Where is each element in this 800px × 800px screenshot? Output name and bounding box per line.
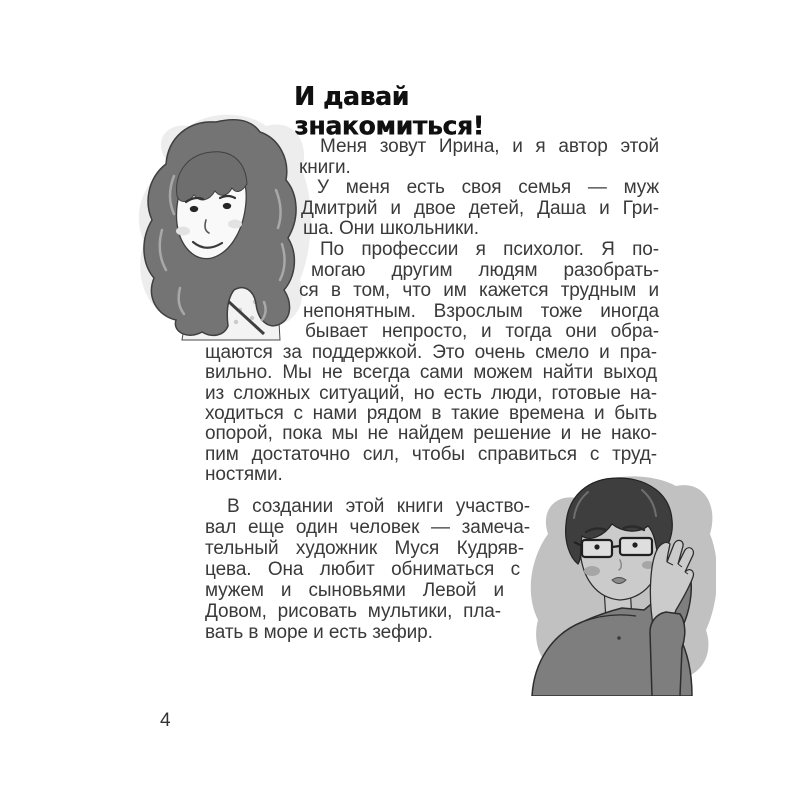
text-line: непонятным. Взрослым тоже иногда: [303, 301, 659, 322]
text-line: По профессии я психолог. Я по-: [320, 239, 659, 260]
text-line: опорой, пока мы не найдем решение и не нако-: [205, 423, 657, 444]
text-line: Меня зовут Ирина, и я автор этой: [320, 136, 659, 157]
text-line: Довом, рисовать мультики, пла-: [205, 601, 501, 622]
author-portrait-illustration: [130, 112, 312, 346]
text-line: Дмитрий и двое детей, Даша и Гри-: [301, 198, 659, 219]
artist-portrait-illustration: [524, 470, 716, 696]
text-line: вильно. Мы не всегда сами можем найти выход: [205, 362, 657, 383]
text-line: мужем и сыновьями Левой и: [205, 580, 504, 601]
text-line: щаются за поддержкой. Это очень смело и пра-: [205, 342, 657, 363]
text-line: цева. Она любит обниматься с: [205, 559, 520, 580]
woman-long-wavy-hair-illustration: [130, 112, 312, 346]
page-number: 4: [160, 710, 171, 731]
text-line: У меня есть своя семья — муж: [317, 177, 659, 198]
text-line: могаю другим людям разобрать-: [311, 260, 659, 281]
text-line: ходиться с нами рядом в такие времена и быть: [205, 403, 657, 424]
text-line: из сложных ситуаций, но есть люди, готовые на-: [205, 383, 657, 404]
page-title: И давай знакомиться!: [294, 81, 484, 141]
text-line: ся в том, что им кажется трудным и: [299, 280, 659, 301]
text-line: вал еще один человек — замеча-: [205, 517, 530, 538]
text-line: В создании этой книги участво-: [227, 496, 530, 517]
text-line: вать в море и есть зефир.: [205, 622, 433, 643]
woman-short-hair-glasses-illustration: [524, 470, 716, 696]
text-line: тельный художник Муся Кудряв-: [205, 538, 524, 559]
text-line: ша. Они школьники.: [303, 218, 479, 239]
text-line: пим достаточно сил, чтобы справиться с труд-: [205, 444, 657, 465]
text-line: книги.: [299, 157, 351, 178]
text-line: ностями.: [205, 464, 283, 485]
text-line: бывает непросто, и тогда они обра-: [305, 321, 659, 342]
